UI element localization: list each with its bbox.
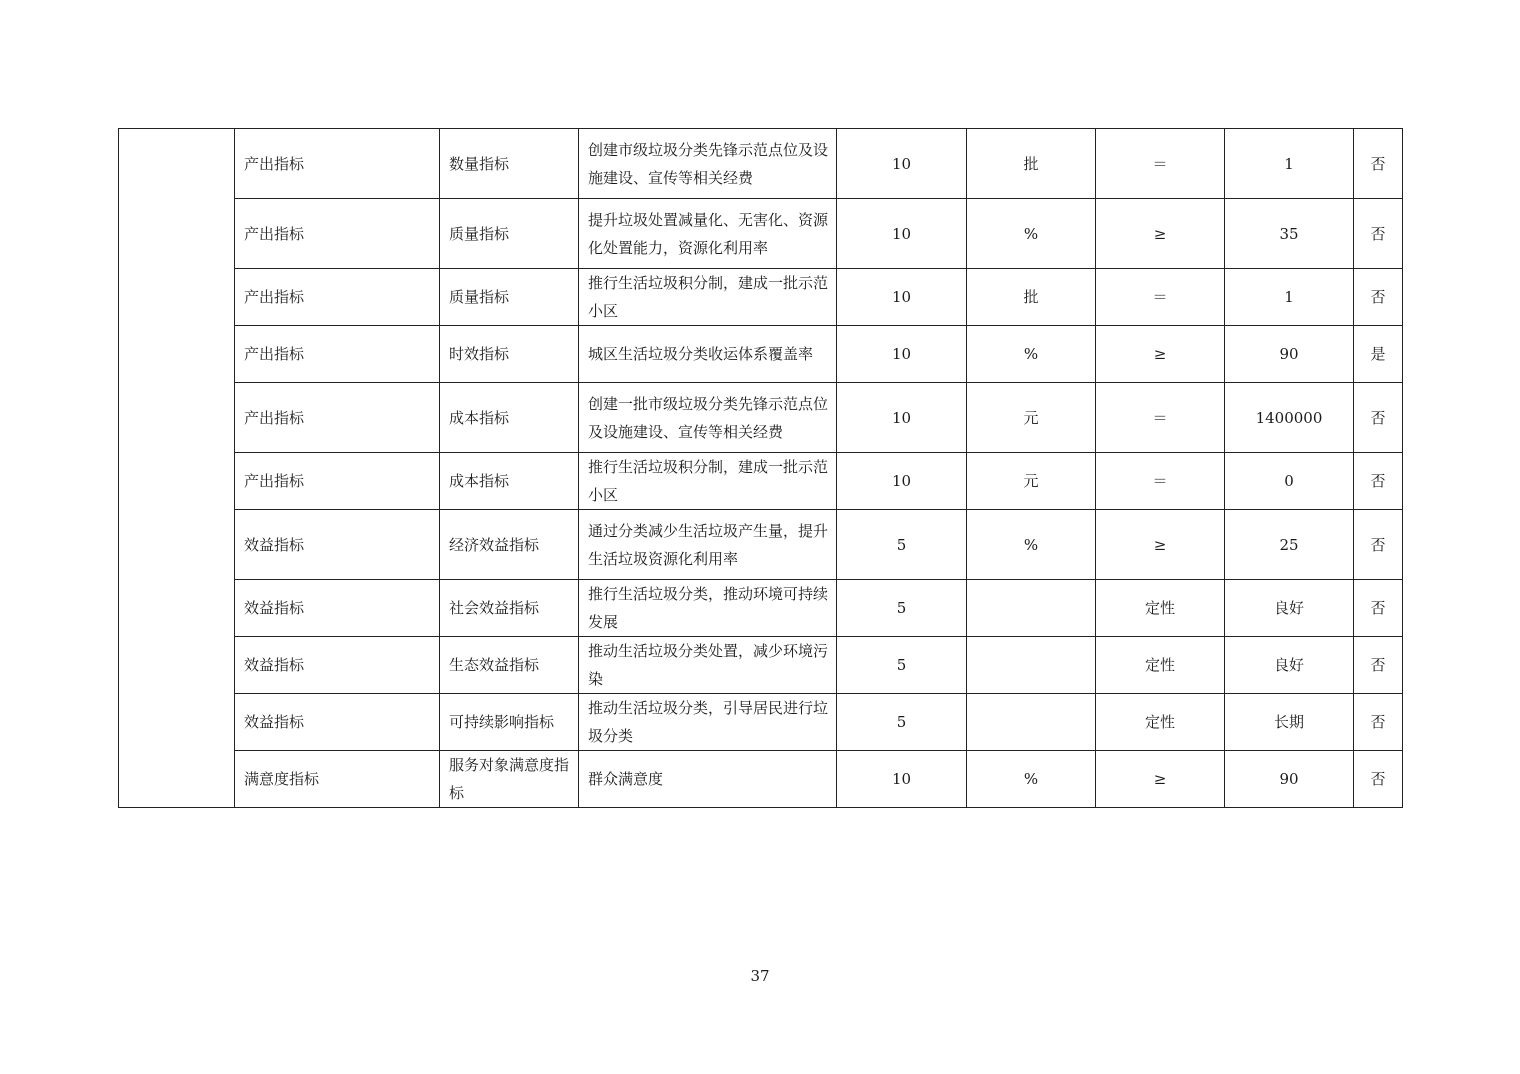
table-row: [119, 580, 1403, 637]
operator-cell: 定性: [1096, 637, 1225, 694]
indicator-content-cell: 通过分类减少生活垃圾产生量，提升生活垃圾资源化利用率: [579, 510, 837, 580]
operator-cell: 定性: [1096, 694, 1225, 751]
indicator-content-cell: 推行生活垃圾分类，推动环境可持续发展: [579, 580, 837, 637]
unit-cell: [967, 580, 1096, 637]
core-indicator-cell: 否: [1354, 751, 1403, 808]
core-indicator-cell: 否: [1354, 580, 1403, 637]
core-indicator-cell: 否: [1354, 453, 1403, 510]
unit-cell: 元: [967, 383, 1096, 453]
level2-indicator-cell: 生态效益指标: [440, 637, 579, 694]
indicator-content-cell: 推行生活垃圾积分制，建成一批示范小区: [579, 453, 837, 510]
level1-indicator-cell: 产出指标: [235, 326, 440, 383]
indicator-content-cell: 群众满意度: [579, 751, 837, 808]
level2-indicator-cell: 可持续影响指标: [440, 694, 579, 751]
level1-indicator-cell: 产出指标: [235, 129, 440, 199]
level1-indicator-cell: 产出指标: [235, 269, 440, 326]
unit-cell: %: [967, 199, 1096, 269]
indicator-content-cell: 创建市级垃圾分类先锋示范点位及设施建设、宣传等相关经费: [579, 129, 837, 199]
merged-first-column-cell: [119, 129, 235, 808]
target-value-cell: 90: [1225, 326, 1354, 383]
unit-cell: %: [967, 510, 1096, 580]
level1-indicator-cell: 产出指标: [235, 453, 440, 510]
level1-indicator-cell: 效益指标: [235, 694, 440, 751]
unit-cell: %: [967, 751, 1096, 808]
table-row: [119, 199, 1403, 269]
table-row: [119, 637, 1403, 694]
target-value-cell: 35: [1225, 199, 1354, 269]
table-row: [119, 694, 1403, 751]
indicator-content-cell: 推动生活垃圾分类，引导居民进行垃圾分类: [579, 694, 837, 751]
table-row: [119, 510, 1403, 580]
target-value-cell: 1: [1225, 129, 1354, 199]
core-indicator-cell: 否: [1354, 129, 1403, 199]
level2-indicator-cell: 质量指标: [440, 199, 579, 269]
score-cell: 10: [837, 199, 967, 269]
level1-indicator-cell: 效益指标: [235, 510, 440, 580]
core-indicator-cell: 否: [1354, 269, 1403, 326]
level2-indicator-cell: 数量指标: [440, 129, 579, 199]
level1-indicator-cell: 产出指标: [235, 383, 440, 453]
operator-cell: ≥: [1096, 199, 1225, 269]
unit-cell: %: [967, 326, 1096, 383]
core-indicator-cell: 否: [1354, 637, 1403, 694]
core-indicator-cell: 否: [1354, 694, 1403, 751]
score-cell: 10: [837, 383, 967, 453]
indicator-content-cell: 提升垃圾处置减量化、无害化、资源化处置能力，资源化利用率: [579, 199, 837, 269]
unit-cell: 元: [967, 453, 1096, 510]
score-cell: 10: [837, 453, 967, 510]
operator-cell: ≥: [1096, 751, 1225, 808]
table-row: [119, 269, 1403, 326]
level1-indicator-cell: 产出指标: [235, 199, 440, 269]
operator-cell: ＝: [1096, 129, 1225, 199]
table-row: [119, 129, 1403, 199]
core-indicator-cell: 否: [1354, 383, 1403, 453]
unit-cell: 批: [967, 129, 1096, 199]
table-row: [119, 383, 1403, 453]
level2-indicator-cell: 成本指标: [440, 453, 579, 510]
score-cell: 10: [837, 269, 967, 326]
operator-cell: ≥: [1096, 510, 1225, 580]
indicator-content-cell: 创建一批市级垃圾分类先锋示范点位及设施建设、宣传等相关经费: [579, 383, 837, 453]
unit-cell: [967, 694, 1096, 751]
operator-cell: ＝: [1096, 383, 1225, 453]
indicator-content-cell: 推行生活垃圾积分制，建成一批示范小区: [579, 269, 837, 326]
level1-indicator-cell: 效益指标: [235, 637, 440, 694]
target-value-cell: 长期: [1225, 694, 1354, 751]
score-cell: 10: [837, 129, 967, 199]
core-indicator-cell: 否: [1354, 510, 1403, 580]
core-indicator-cell: 否: [1354, 199, 1403, 269]
target-value-cell: 良好: [1225, 637, 1354, 694]
level2-indicator-cell: 社会效益指标: [440, 580, 579, 637]
level2-indicator-cell: 时效指标: [440, 326, 579, 383]
operator-cell: ＝: [1096, 453, 1225, 510]
score-cell: 10: [837, 326, 967, 383]
target-value-cell: 良好: [1225, 580, 1354, 637]
score-cell: 5: [837, 637, 967, 694]
operator-cell: ＝: [1096, 269, 1225, 326]
level1-indicator-cell: 效益指标: [235, 580, 440, 637]
target-value-cell: 0: [1225, 453, 1354, 510]
score-cell: 5: [837, 510, 967, 580]
score-cell: 5: [837, 694, 967, 751]
level1-indicator-cell: 满意度指标: [235, 751, 440, 808]
indicator-table: [118, 128, 1403, 808]
table-row: [119, 453, 1403, 510]
level2-indicator-cell: 经济效益指标: [440, 510, 579, 580]
target-value-cell: 1: [1225, 269, 1354, 326]
unit-cell: 批: [967, 269, 1096, 326]
target-value-cell: 90: [1225, 751, 1354, 808]
table-row: [119, 326, 1403, 383]
target-value-cell: 1400000: [1225, 383, 1354, 453]
score-cell: 5: [837, 580, 967, 637]
core-indicator-cell: 是: [1354, 326, 1403, 383]
target-value-cell: 25: [1225, 510, 1354, 580]
indicator-content-cell: 推动生活垃圾分类处置，减少环境污染: [579, 637, 837, 694]
score-cell: 10: [837, 751, 967, 808]
page-number: 37: [750, 967, 770, 985]
unit-cell: [967, 637, 1096, 694]
level2-indicator-cell: 成本指标: [440, 383, 579, 453]
operator-cell: 定性: [1096, 580, 1225, 637]
indicator-content-cell: 城区生活垃圾分类收运体系覆盖率: [579, 326, 837, 383]
level2-indicator-cell: 质量指标: [440, 269, 579, 326]
level2-indicator-cell: 服务对象满意度指标: [440, 751, 579, 808]
table-row: [119, 751, 1403, 808]
operator-cell: ≥: [1096, 326, 1225, 383]
